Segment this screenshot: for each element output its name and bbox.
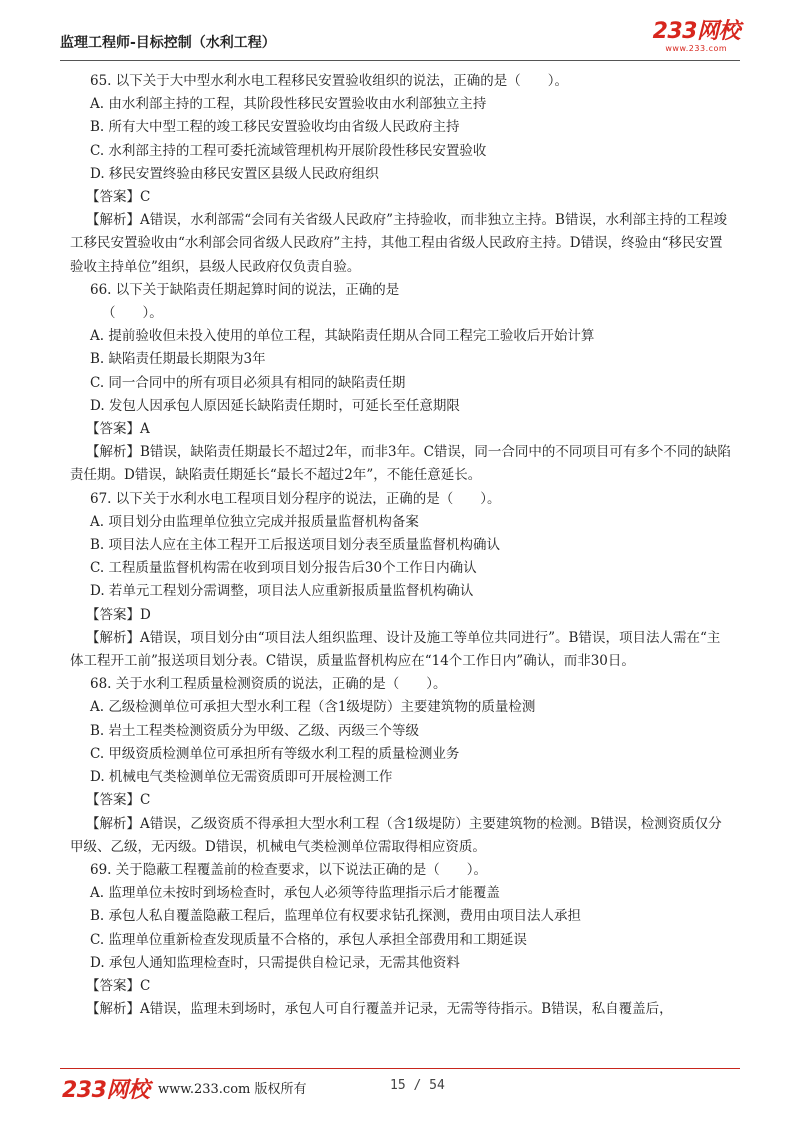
explanation: 【解析】A错误，监理未到场时，承包人可自行覆盖并记录，无需等待指示。B错误，私自覆盖后， [86, 1001, 673, 1018]
option-a: A. 提前验收但未投入使用的单位工程，其缺陷责任期从合同工程完工验收后开始计算 [90, 328, 595, 345]
explanation: 【解析】A错误，乙级资质不得承担大型水利工程（含1级堤防）主要建筑物的检测。B错误，检测资质仅分甲级、乙级，无丙级。D错误，机械电气类检测单位需取得相应资质。 [70, 815, 722, 855]
question-stem: 65. 以下关于大中型水利水电工程移民安置验收组织的说法，正确的是（ ）。 [90, 73, 569, 89]
logo-url: www.233.com [665, 44, 728, 53]
answer: 【答案】C [86, 792, 151, 809]
explanation: 【解析】A错误，水利部需“会同有关省级人民政府”主持验收，而非独立主持。B错误，水利部主持的工程竣工移民安置验收由“水利部会同省级人民政府”主持，其他工程由省级人民政府主持。D错误，终验由“移民安置验收主持单位”组织，县级人民政府仅负责自验。 [70, 212, 727, 275]
logo-text: 233网校 [652, 19, 740, 44]
question-stem: 68. 关于水利工程质量检测资质的说法，正确的是（ ）。 [90, 676, 447, 693]
page-header [60, 18, 740, 61]
option-a: A. 由水利部主持的工程，其阶段性移民安置验收由水利部独立主持 [90, 96, 487, 113]
option-d: D. 发包人因承包人原因延长缺陷责任期时，可延长至任意期限 [90, 397, 460, 414]
question-67 [70, 488, 732, 674]
header-title: 监理工程师-目标控制（水利工程） [60, 35, 276, 51]
answer: 【答案】D [86, 606, 151, 623]
explanation: 【解析】A错误，项目划分由“项目法人组织监理、设计及施工等单位共同进行”。B错误，项目法人需在“主体工程开工前”报送项目划分表。C错误，质量监督机构应在“14个工作日内”确认，而非30日。 [70, 629, 721, 670]
question-69 [70, 859, 732, 1021]
question-stem: 69. 关于隐蔽工程覆盖前的检查要求，以下说法正确的是（ ）。 [90, 861, 488, 878]
option-a: A. 乙级检测单位可承担大型水利工程（含1级堤防）主要建筑物的质量检测 [90, 699, 536, 716]
option-b: B. 岩土工程类检测资质分为甲级、乙级、丙级三个等级 [90, 722, 420, 739]
option-b: B. 所有大中型工程的竣工移民安置验收均由省级人民政府主持 [90, 119, 460, 136]
option-b: B. 缺陷责任期最长期限为3年 [90, 351, 266, 368]
option-a: A. 监理单位未按时到场检查时，承包人必须等待监理指示后才能覆盖 [90, 885, 500, 902]
option-d: D. 承包人通知监理检查时，只需提供自检记录，无需其他资料 [90, 954, 460, 971]
question-65 [70, 70, 732, 279]
option-b: B. 承包人私自覆盖隐蔽工程后，监理单位有权要求钻孔探测，费用由项目法人承担 [90, 908, 582, 925]
option-c: C. 监理单位重新检查发现质量不合格的，承包人承担全部费用和工期延误 [90, 931, 527, 948]
option-b: B. 项目法人应在主体工程开工后报送项目划分表至质量监督机构确认 [90, 537, 501, 554]
brand-logo [653, 20, 740, 54]
answer: 【答案】C [86, 189, 151, 206]
question-68 [70, 673, 732, 859]
main-content [70, 70, 732, 1021]
option-c: C. 水利部主持的工程可委托流域管理机构开展阶段性移民安置验收 [90, 142, 487, 159]
footer-copyright: www.233.com 版权所有 [158, 1082, 307, 1097]
page-number: 15 / 54 [390, 1078, 445, 1093]
explanation: 【解析】B错误，缺陷责任期最长不超过2年，而非3年。C错误，同一合同中的不同项目可有多个不同的缺陷责任期。D错误，缺陷责任期延长“最长不超过2年”，不能任意延长。 [70, 444, 731, 484]
option-a: A. 项目划分由监理单位独立完成并报质量监督机构备案 [90, 513, 419, 530]
answer: 【答案】A [86, 421, 150, 438]
option-d: D. 机械电气类检测单位无需资质即可开展检测工作 [90, 769, 393, 786]
option-d: D. 移民安置终验由移民安置区县级人民政府组织 [90, 165, 379, 182]
option-d: D. 若单元工程划分需调整，项目法人应重新报质量监督机构确认 [90, 583, 474, 600]
question-stem: 66. 以下关于缺陷责任期起算时间的说法，正确的是 [90, 281, 400, 298]
question-66 [70, 279, 732, 488]
option-c: C. 同一合同中的所有项目必须具有相同的缺陷责任期 [90, 374, 406, 391]
page-footer [60, 1068, 740, 1103]
question-stem-bracket: （ ）。 [102, 305, 163, 322]
footer-logo: 233网校 [62, 1078, 150, 1103]
answer: 【答案】C [86, 977, 151, 994]
option-c: C. 甲级资质检测单位可承担所有等级水利工程的质量检测业务 [90, 745, 460, 762]
question-stem: 67. 以下关于水利水电工程项目划分程序的说法，正确的是（ ）。 [90, 490, 501, 507]
option-c: C. 工程质量监督机构需在收到项目划分报告后30个工作日内确认 [90, 560, 477, 577]
